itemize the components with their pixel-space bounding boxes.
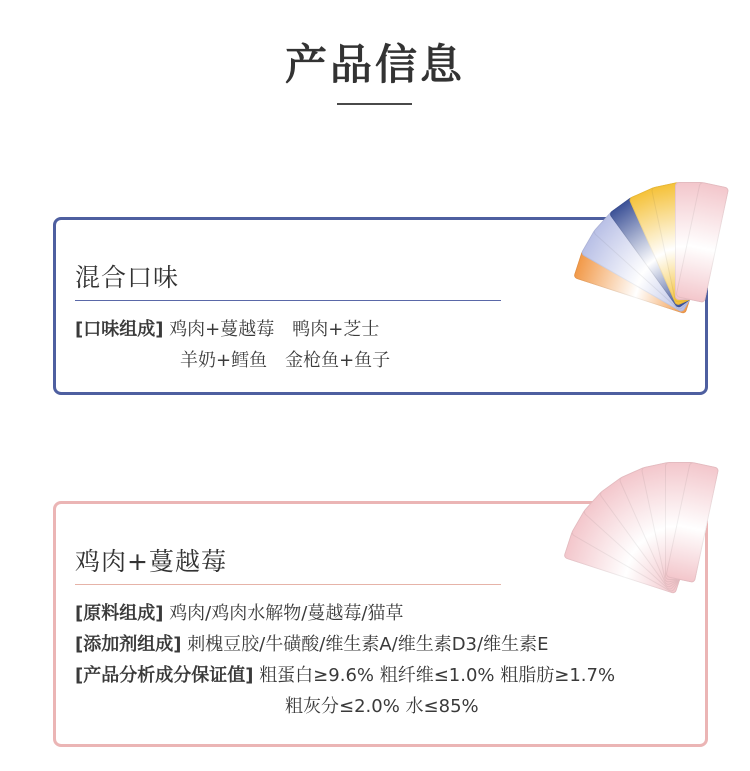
analysis-line-1: 粗蛋白≥9.6% 粗纤维≤1.0% 粗脂肪≥1.7% bbox=[259, 665, 616, 686]
chicken-cranberry-heading: 鸡肉+蔓越莓 bbox=[75, 547, 227, 576]
flavor-label: [口味组成] bbox=[75, 319, 164, 340]
analysis-row-1 bbox=[75, 661, 615, 687]
ingredients-value: 鸡肉/鸡肉水解物/蔓越莓/猫草 bbox=[169, 603, 404, 624]
ingredients-label: [原料组成] bbox=[75, 603, 164, 624]
page-title: 产品信息 bbox=[284, 40, 465, 89]
chicken-cranberry-product-image bbox=[510, 430, 740, 610]
mixed-flavor-product-image bbox=[520, 150, 740, 330]
additives-label: [添加剂组成] bbox=[75, 634, 182, 655]
additives-value: 刺槐豆胶/牛磺酸/维生素A/维生素D3/维生素E bbox=[187, 634, 549, 655]
analysis-row-2 bbox=[285, 692, 479, 718]
additives-row bbox=[75, 630, 548, 656]
mixed-flavor-heading: 混合口味 bbox=[75, 263, 180, 292]
flavor-row-1 bbox=[75, 315, 379, 341]
flavor-line-1: 鸡肉+蔓越莓 鸭肉+芝士 bbox=[169, 319, 380, 340]
flavor-row-2 bbox=[180, 346, 390, 372]
analysis-line-2: 粗灰分≤2.0% 水≤85% bbox=[285, 696, 479, 717]
mixed-flavor-divider bbox=[75, 300, 501, 301]
analysis-label: [产品分析成分保证值] bbox=[75, 665, 254, 686]
ingredients-row bbox=[75, 599, 403, 625]
title-underline bbox=[337, 103, 412, 105]
chicken-cranberry-divider bbox=[75, 584, 501, 585]
flavor-line-2: 羊奶+鳕鱼 金枪鱼+鱼子 bbox=[180, 350, 391, 371]
